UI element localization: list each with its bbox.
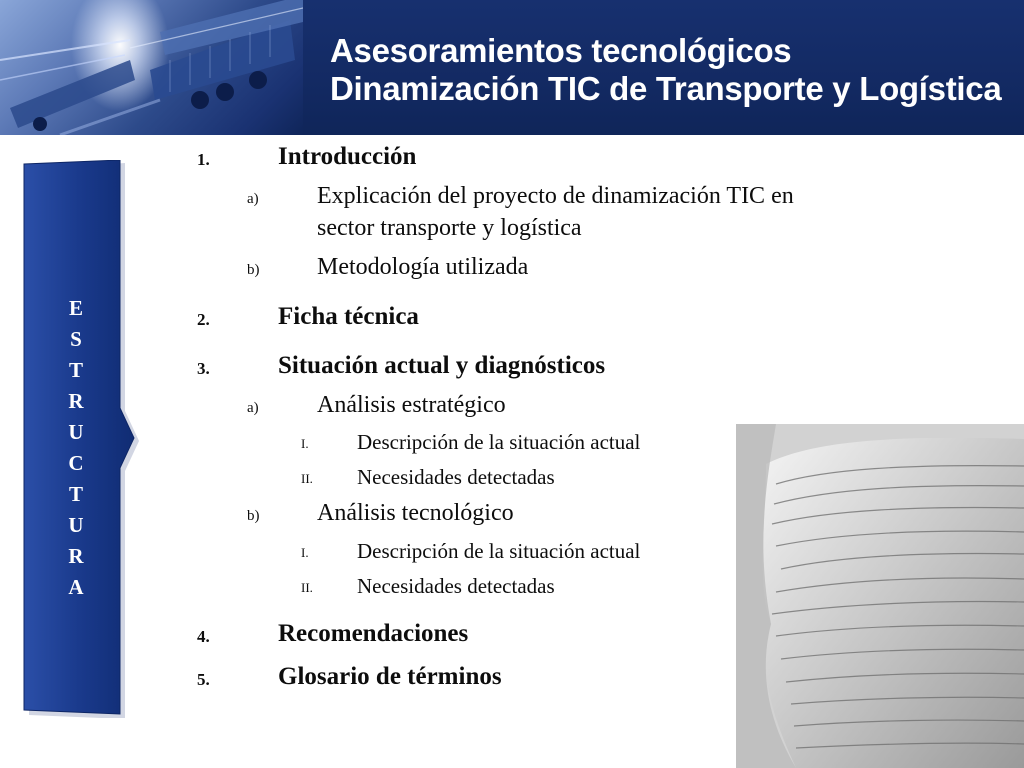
item-label: Recomendaciones	[278, 620, 469, 647]
title-line-2: Dinamización TIC de Transporte y Logística	[330, 70, 1002, 107]
item-label: Introducción	[278, 143, 417, 170]
subsub-item-marker: I.	[301, 545, 309, 560]
side-letter: C	[68, 451, 84, 475]
item-label: Ficha técnica	[278, 303, 419, 330]
side-letter: R	[68, 389, 84, 413]
sub-item-label: Metodología utilizada	[317, 254, 529, 280]
item-number: 1.	[197, 150, 210, 169]
sub-item-marker: b)	[247, 262, 260, 278]
item-label: Situación actual y diagnósticos	[278, 352, 606, 379]
item-label: Glosario de términos	[278, 663, 502, 690]
sub-item-label: Análisis tecnológico	[317, 500, 514, 526]
side-letter: T	[68, 482, 83, 506]
sub-item-label: Explicación del proyecto de dinamización TIC en	[317, 183, 794, 209]
subsub-item-marker: I.	[301, 436, 309, 451]
subsub-item-label: Necesidades detectadas	[357, 465, 555, 489]
side-letter: A	[68, 575, 84, 599]
subsub-item-label: Descripción de la situación actual	[357, 539, 641, 563]
item-number: 5.	[197, 670, 210, 689]
sub-item-marker: a)	[247, 191, 259, 207]
item-number: 3.	[197, 359, 210, 378]
subsub-item-label: Descripción de la situación actual	[357, 430, 641, 454]
sub-item-label: Análisis estratégico	[317, 392, 506, 418]
side-letter: U	[68, 513, 84, 537]
side-letter: U	[68, 420, 84, 444]
side-letter: S	[70, 327, 82, 351]
subsub-item-marker: II.	[301, 471, 313, 486]
item-number: 4.	[197, 627, 210, 646]
side-letter: R	[68, 544, 84, 568]
sub-item-marker: a)	[247, 400, 259, 416]
sub-item-marker: b)	[247, 508, 260, 524]
side-letter: E	[68, 296, 83, 320]
sub-item-label-continued: sector transporte y logística	[317, 215, 582, 241]
subsub-item-marker: II.	[301, 580, 313, 595]
item-number: 2.	[197, 310, 210, 329]
side-letter: T	[68, 358, 83, 382]
subsub-item-label: Necesidades detectadas	[357, 574, 555, 598]
title-line-1: Asesoramientos tecnológicos	[330, 32, 792, 69]
